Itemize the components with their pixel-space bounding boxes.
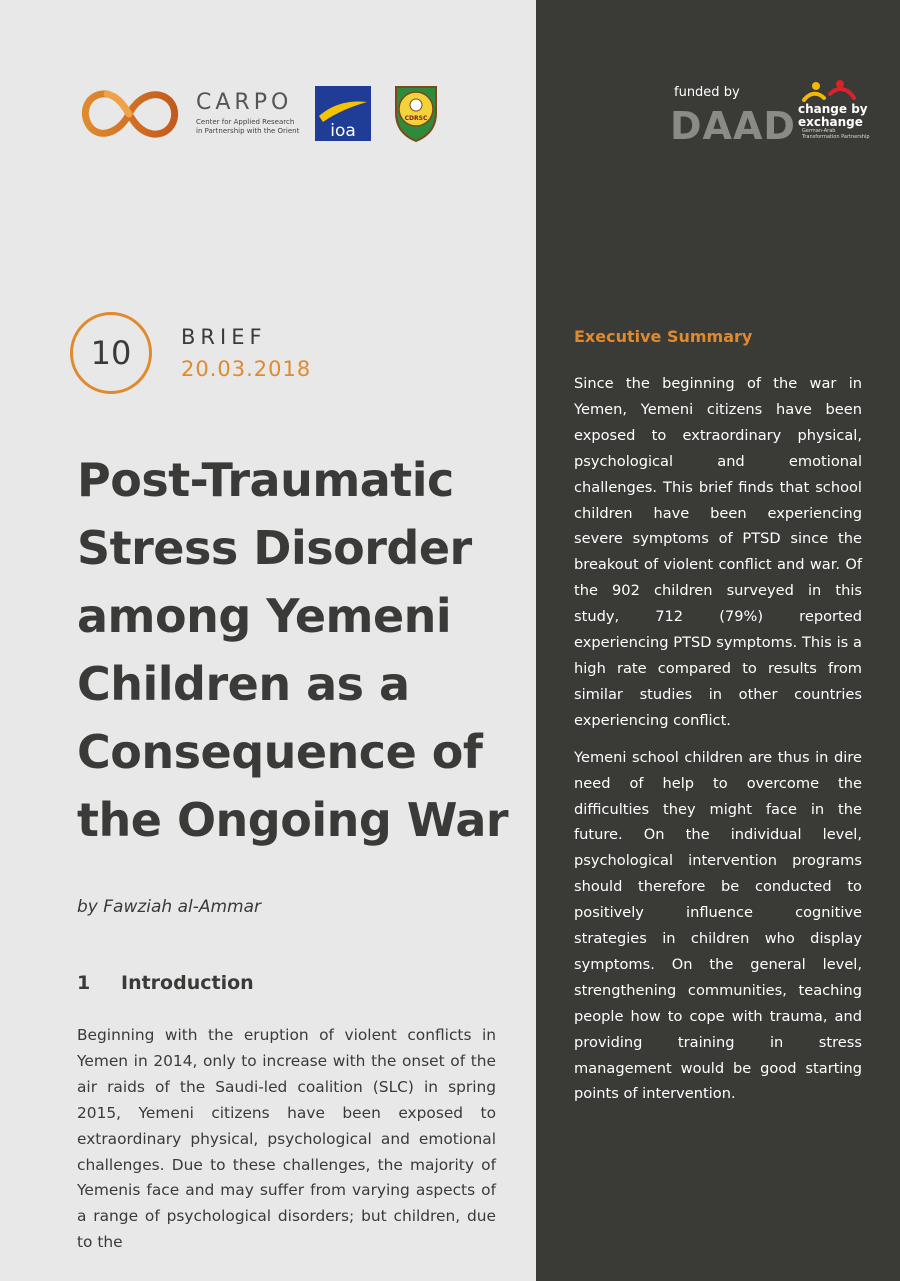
- executive-summary-body: [574, 371, 862, 1118]
- funded-by-label: funded by: [674, 85, 740, 100]
- cdrsc-logo-icon: [392, 83, 440, 143]
- right-panel: [536, 0, 900, 1281]
- author: by Fawziah al-Ammar: [77, 897, 262, 917]
- daad-logo: DAAD: [670, 104, 796, 148]
- ioa-label: ioa: [330, 121, 356, 141]
- executive-summary-heading: Executive Summary: [574, 327, 753, 346]
- carpo-logo-icon: [77, 84, 181, 142]
- brief-label: BRIEF: [181, 325, 267, 349]
- cbe-line1: change by: [798, 102, 868, 116]
- section-number: 1: [77, 972, 91, 994]
- cbe-sub1: German-Arab: [802, 128, 836, 134]
- section-title: Introduction: [121, 972, 254, 994]
- document-title: Post-Traumatic Stress Disorder among Yemeni Children as a Consequence of the Ongoing War: [77, 453, 509, 847]
- cbe-text: [798, 103, 868, 129]
- introduction-text: Beginning with the eruption of violent conflicts in Yemen in 2014, only to increase with the onset of the air raids of the Saudi-led coalition (SLC) in spring 2015, Yemeni citizens have been exposed to extraordinary physical, psychological and emotional challenges. Due to these challenges, the majority of Yemenis face and may suffer from varying aspects of a range of psychological disorders; but children, due to the: [77, 1026, 496, 1252]
- executive-summary-paragraph-1: Since the beginning of the war in Yemen, Yemeni citizens have been exposed to extraordinary physical, psychological and emotional challenges. This brief finds that school children have been experiencing severe symptoms of PTSD since the breakout of violent conflict and war. Of the 902 children surveyed in this study, 712 (79%) reported experiencing PTSD symptoms. This is a high rate compared to results from similar studies in other countries experiencing conflict.: [574, 375, 862, 729]
- carpo-subtitle: [196, 118, 299, 136]
- brief-number-badge: [70, 312, 152, 394]
- cbe-sub2: Transformation Partnership: [802, 134, 870, 140]
- brief-date: 20.03.2018: [181, 357, 312, 381]
- cdrsc-label: CDRSC: [404, 115, 428, 122]
- carpo-subtitle-line2: in Partnership with the Orient: [196, 127, 300, 135]
- ioa-logo-icon: [315, 86, 371, 141]
- cbe-subtext: [802, 128, 870, 140]
- executive-summary-paragraph-2: Yemeni school children are thus in dire need of help to overcome the difficulties they might face in the future. On the individual level, psychological intervention programs should therefore be conducted to positively influence cognitive strategies in children who display symptoms. On the general level, strengthening communities, teaching people how to cope with trauma, and providing training in stress management would be good starting points of intervention.: [574, 748, 862, 1103]
- carpo-subtitle-line1: Center for Applied Research: [196, 118, 295, 126]
- section-heading: [77, 972, 254, 994]
- cbe-line2: exchange: [798, 115, 863, 129]
- carpo-name: CARPO: [196, 90, 293, 115]
- brief-number: 10: [90, 334, 132, 372]
